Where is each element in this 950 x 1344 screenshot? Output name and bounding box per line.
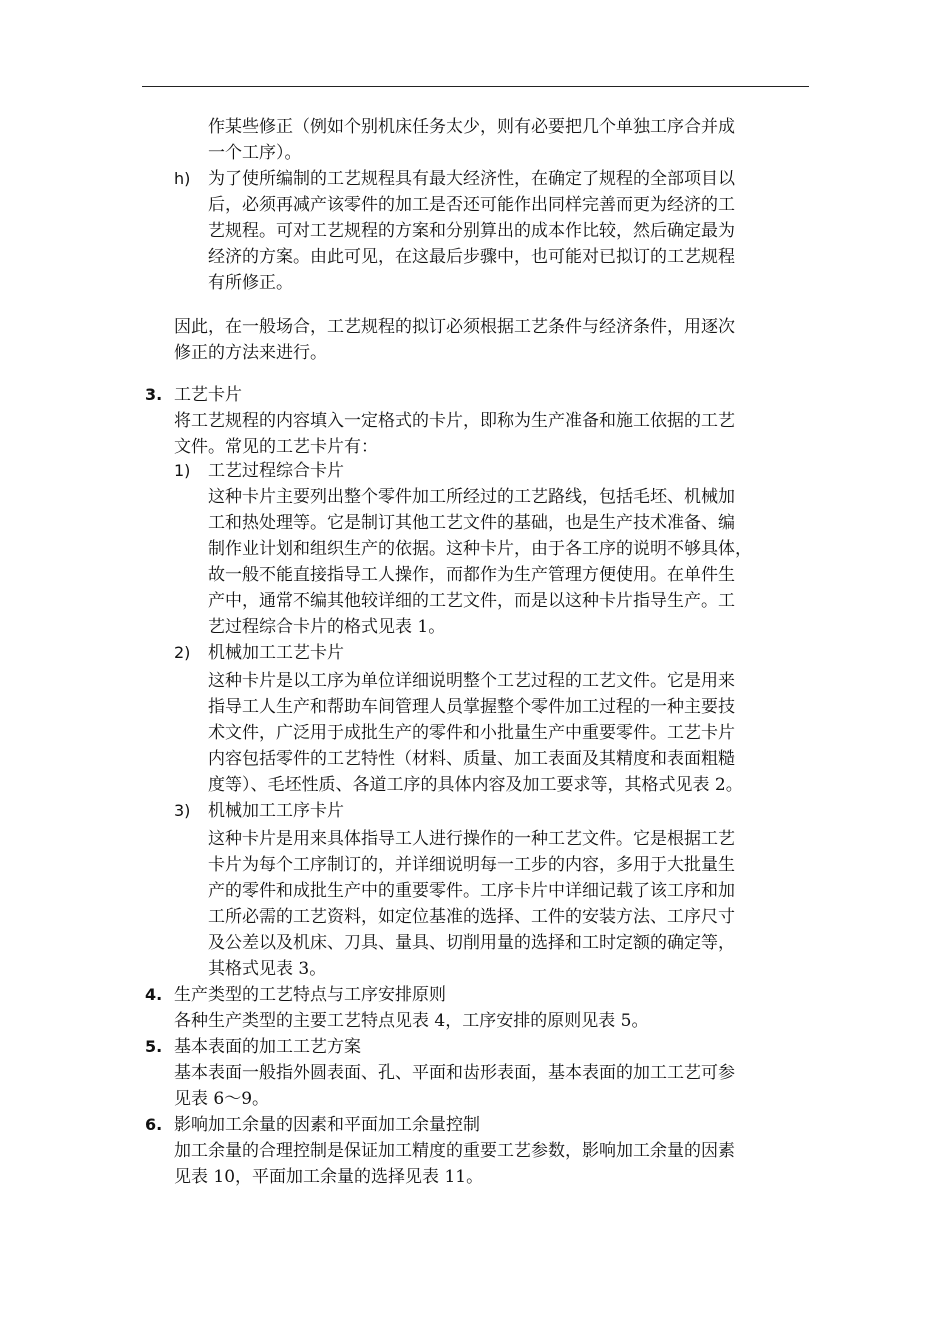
paragraph-line: 产中，通常不编其他较详细的工艺文件，而是以这种卡片指导生产。工 (208, 591, 735, 611)
paragraph-line: 卡片为每个工序制订的，并详细说明每一工步的内容，多用于大批量生 (208, 855, 735, 875)
paragraph-line: 后，必须再减产该零件的加工是否还可能作出同样完善而更为经济的工 (208, 195, 735, 215)
paragraph-line: 制作业计划和组织生产的依据。这种卡片，由于各工序的说明不够具体， (208, 539, 752, 559)
paragraph-line: 度等）、毛坯性质、各道工序的具体内容及加工要求等，其格式见表 2。 (208, 775, 743, 795)
paragraph-line: 指导工人生产和帮助车间管理人员掌握整个零件加工过程的一种主要技 (208, 697, 735, 717)
paragraph-line: 见表 10，平面加工余量的选择见表 11。 (174, 1167, 484, 1187)
paragraph-line: 这种卡片主要列出整个零件加工所经过的工艺路线，包括毛坯、机械加 (208, 487, 735, 507)
summary-line: 修正的方法来进行。 (174, 343, 327, 363)
summary-line: 因此，在一般场合，工艺规程的拟订必须根据工艺条件与经济条件，用逐次 (174, 317, 735, 337)
section-title-4: 生产类型的工艺特点与工序安排原则 (174, 985, 446, 1005)
list-marker-1: 1) (174, 461, 191, 480)
paragraph-line: 工所必需的工艺资料，如定位基准的选择、工件的安装方法、工序尺寸 (208, 907, 735, 927)
paragraph-line: 术文件，广泛用于成批生产的零件和小批量生产中重要零件。工艺卡片 (208, 723, 735, 743)
paragraph-line: 其格式见表 3。 (208, 959, 327, 979)
paragraph-line: 文件。常见的工艺卡片有： (174, 437, 378, 457)
paragraph-line: 见表 6～9。 (174, 1089, 270, 1109)
section-number-5: 5. (145, 1037, 163, 1056)
section-number-6: 6. (145, 1115, 163, 1134)
paragraph-line: 各种生产类型的主要工艺特点见表 4，工序安排的原则见表 5。 (174, 1011, 649, 1031)
subsection-title: 机械加工工艺卡片 (208, 643, 344, 663)
section-number-3: 3. (145, 385, 163, 404)
paragraph-line: 产的零件和成批生产中的重要零件。工序卡片中详细记载了该工序和加 (208, 881, 735, 901)
paragraph-line: 这种卡片是用来具体指导工人进行操作的一种工艺文件。它是根据工艺 (208, 829, 735, 849)
paragraph-line: 有所修正。 (208, 273, 293, 293)
paragraph-line: 内容包括零件的工艺特性（材料、质量、加工表面及其精度和表面粗糙 (208, 749, 735, 769)
section-title-3: 工艺卡片 (174, 385, 242, 405)
paragraph-line: 及公差以及机床、刀具、量具、切削用量的选择和工时定额的确定等， (208, 933, 735, 953)
paragraph-line: 加工余量的合理控制是保证加工精度的重要工艺参数，影响加工余量的因素 (174, 1141, 735, 1161)
subsection-title: 工艺过程综合卡片 (208, 461, 344, 481)
paragraph-line: 工和热处理等。它是制订其他工艺文件的基础，也是生产技术准备、编 (208, 513, 735, 533)
paragraph-line: 将工艺规程的内容填入一定格式的卡片，即称为生产准备和施工依据的工艺 (174, 411, 735, 431)
paragraph-line: 故一般不能直接指导工人操作，而都作为生产管理方便使用。在单件生 (208, 565, 735, 585)
list-marker-3: 3) (174, 801, 191, 820)
paragraph-line: 一个工序）。 (208, 143, 302, 163)
paragraph-line: 为了使所编制的工艺规程具有最大经济性，在确定了规程的全部项目以 (208, 169, 735, 189)
list-marker-2: 2) (174, 643, 191, 662)
section-number-4: 4. (145, 985, 163, 1004)
paragraph-line: 这种卡片是以工序为单位详细说明整个工艺过程的工艺文件。它是用来 (208, 671, 735, 691)
paragraph-line: 经济的方案。由此可见，在这最后步骤中，也可能对已拟订的工艺规程 (208, 247, 735, 267)
subsection-title: 机械加工工序卡片 (208, 801, 344, 821)
paragraph-line: 艺规程。可对工艺规程的方案和分别算出的成本作比较，然后确定最为 (208, 221, 735, 241)
section-title-5: 基本表面的加工工艺方案 (174, 1037, 361, 1057)
list-marker-h: h) (174, 169, 191, 188)
header-rule (142, 86, 809, 87)
section-title-6: 影响加工余量的因素和平面加工余量控制 (174, 1115, 480, 1135)
paragraph-line: 艺过程综合卡片的格式见表 1。 (208, 617, 446, 637)
paragraph-line: 作某些修正（例如个别机床任务太少，则有必要把几个单独工序合并成 (208, 117, 735, 137)
paragraph-line: 基本表面一般指外圆表面、孔、平面和齿形表面，基本表面的加工工艺可参 (174, 1063, 735, 1083)
